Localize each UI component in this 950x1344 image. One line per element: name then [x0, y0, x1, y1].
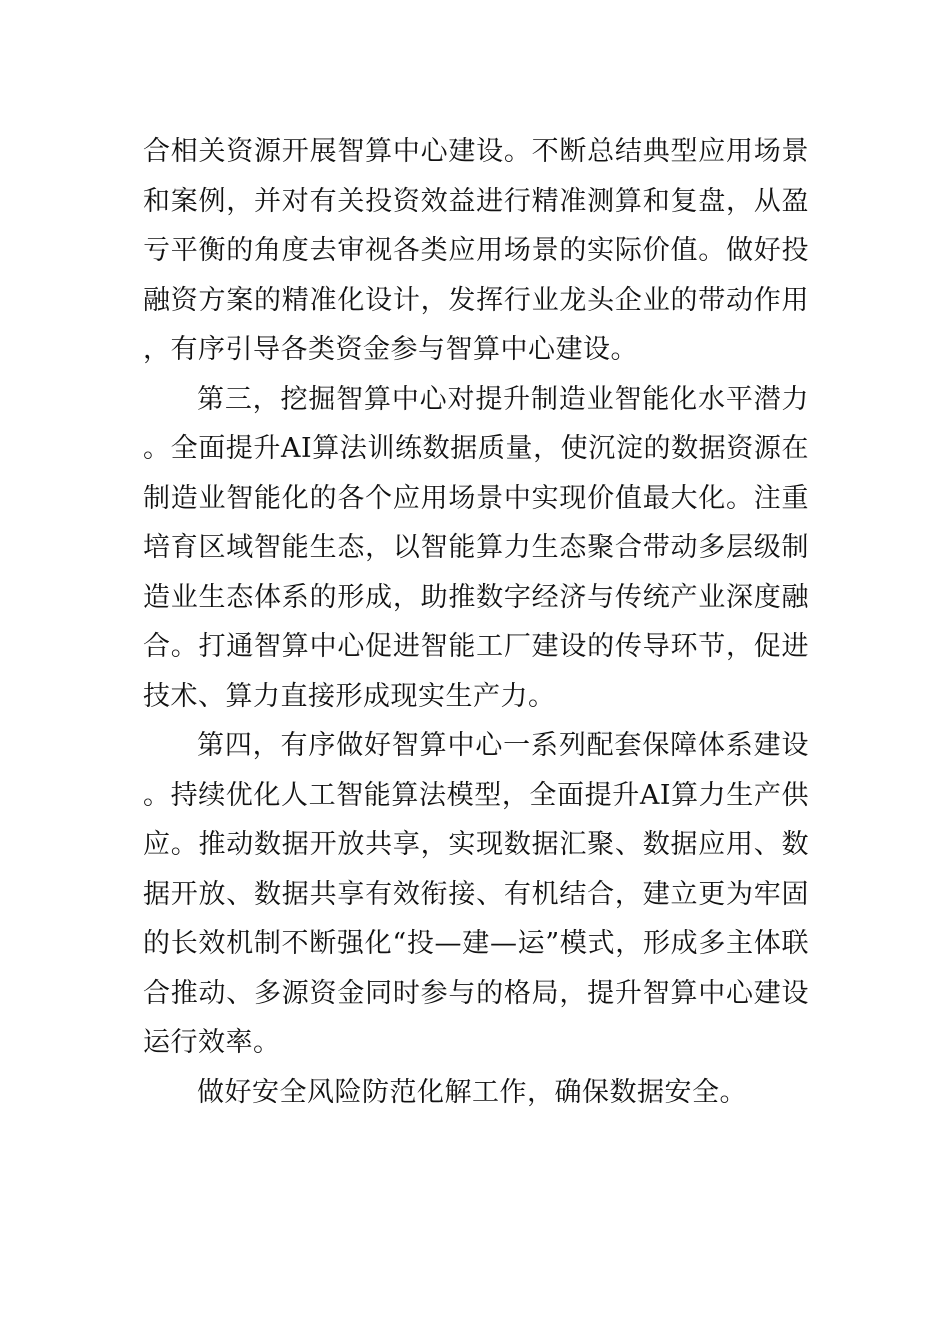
paragraph-4: 做好安全风险防范化解工作，确保数据安全。	[197, 1076, 747, 1108]
paragraph-3: 第四，有序做好智算中心一系列配套保障体系建设。持续优化人工智能算法模型，全面提升AI算力生产供应。推动数据开放共享，实现数据汇聚、数据应用、数据开放、数据共享有效衔接、有机结合，建立更为牢固的长效机制不断强化“投—建—运”模式，形成多主体联合推动、多源资金同时参与的格局，提升智算中心建设运行效率。	[143, 730, 809, 1058]
paragraph-2: 第三，挖掘智算中心对提升制造业智能化水平潜力。全面提升AI算法训练数据质量，使沉淀的数据资源在制造业智能化的各个应用场景中实现价值最大化。注重培育区域智能生态，以智能算力生态聚合带动多层级制造业生态体系的形成，助推数字经济与传统产业深度融合。打通智算中心促进智能工厂建设的传导环节，促进技术、算力直接形成现实生产力。	[143, 383, 809, 712]
document-body	[143, 127, 809, 1117]
paragraph-1: 合相关资源开展智算中心建设。不断总结典型应用场景和案例，并对有关投资效益进行精准测算和复盘，从盈亏平衡的角度去审视各类应用场景的实际价值。做好投融资方案的精准化设计，发挥行业龙头企业的带动作用，有序引导各类资金参与智算中心建设。	[143, 136, 809, 365]
